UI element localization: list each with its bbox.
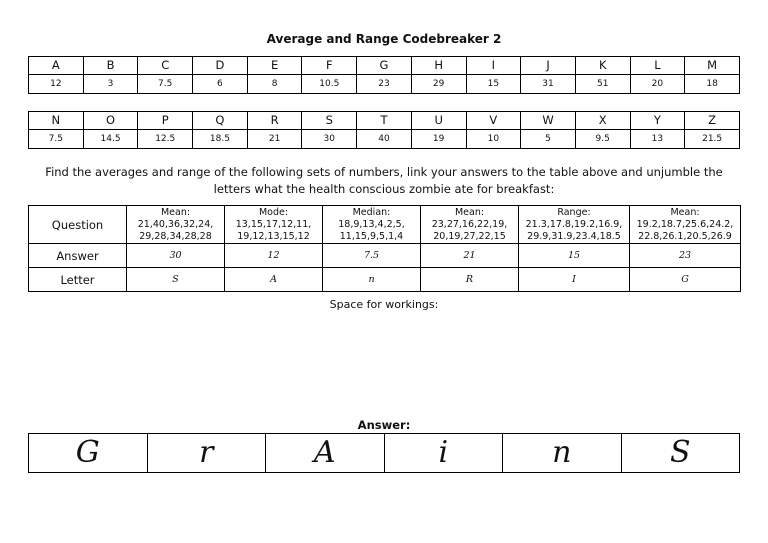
question-numbers: 21,40,36,32,24, [137, 218, 214, 230]
answer-cell[interactable]: 23 [630, 244, 741, 268]
answer-row [29, 244, 741, 268]
code-letter: X [575, 112, 630, 130]
answer-cell[interactable]: 7.5 [323, 244, 421, 268]
code-value: 20 [630, 75, 685, 94]
code-table-1-values [29, 75, 740, 94]
answer-table [28, 433, 740, 473]
question-type: Range: [557, 206, 591, 218]
code-letter: E [247, 57, 302, 75]
question-numbers: 29.9,31.9,23.4,18.5 [527, 230, 621, 242]
worksheet-title: Average and Range Codebreaker 2 [266, 32, 502, 46]
code-table-1 [28, 56, 740, 94]
question-type: Median: [352, 206, 391, 218]
workings-label: Space for workings: [329, 298, 439, 311]
code-letter: V [466, 112, 521, 130]
code-value: 23 [357, 75, 412, 94]
question-type: Mode: [258, 206, 289, 218]
code-value: 6 [193, 75, 248, 94]
code-letter: P [138, 112, 193, 130]
code-letter: M [685, 57, 740, 75]
question-numbers: 19.2,18.7,25.6,24.2, [636, 218, 734, 230]
letter-row [29, 268, 741, 292]
code-value: 21 [247, 130, 302, 149]
question-cell [323, 206, 421, 244]
letter-cell[interactable]: I [519, 268, 630, 292]
question-numbers: 11,15,9,5,1,4 [339, 230, 404, 242]
question-numbers: 29,28,34,28,28 [139, 230, 212, 242]
code-value: 10.5 [302, 75, 357, 94]
row-label-question: Question [29, 206, 127, 244]
code-letter: L [630, 57, 685, 75]
question-cell [127, 206, 225, 244]
code-value: 19 [411, 130, 466, 149]
question-numbers: 18,9,13,4,2,5, [338, 218, 405, 230]
question-cell [225, 206, 323, 244]
question-numbers: 21.3,17.8,19.2,16.9, [525, 218, 623, 230]
code-value: 3 [83, 75, 138, 94]
code-value: 13 [630, 130, 685, 149]
code-letter: A [29, 57, 84, 75]
code-letter: O [83, 112, 138, 130]
code-letter: Z [685, 112, 740, 130]
code-value: 12 [29, 75, 84, 94]
answer-letter-cell[interactable]: n [503, 434, 622, 473]
code-value: 31 [521, 75, 576, 94]
code-table-2-letters [29, 112, 740, 130]
code-letter: R [247, 112, 302, 130]
question-type: Mean: [454, 206, 485, 218]
code-value: 5 [521, 130, 576, 149]
code-value: 18.5 [193, 130, 248, 149]
answer-cell[interactable]: 21 [421, 244, 519, 268]
answer-letter-cell[interactable]: i [384, 434, 503, 473]
code-value: 30 [302, 130, 357, 149]
letter-cell[interactable]: G [630, 268, 741, 292]
code-value: 14.5 [83, 130, 138, 149]
answer-label: Answer: [357, 418, 411, 432]
code-letter: Q [193, 112, 248, 130]
answer-letter-cell[interactable]: A [266, 434, 385, 473]
code-letter: S [302, 112, 357, 130]
code-value: 8 [247, 75, 302, 94]
code-value: 21.5 [685, 130, 740, 149]
answer-cell[interactable]: 30 [127, 244, 225, 268]
question-cell [519, 206, 630, 244]
code-letter: W [521, 112, 576, 130]
question-cell [630, 206, 741, 244]
code-letter: T [357, 112, 412, 130]
code-value: 7.5 [138, 75, 193, 94]
question-cell [421, 206, 519, 244]
code-letter: U [411, 112, 466, 130]
code-letter: D [193, 57, 248, 75]
row-label-letter: Letter [29, 268, 127, 292]
answer-cell[interactable]: 12 [225, 244, 323, 268]
code-letter: Y [630, 112, 685, 130]
code-value: 7.5 [29, 130, 84, 149]
code-value: 51 [575, 75, 630, 94]
answer-cell[interactable]: 15 [519, 244, 630, 268]
question-numbers: 22.8,26.1,20.5,26.9 [638, 230, 732, 242]
code-letter: K [575, 57, 630, 75]
question-row [29, 206, 741, 244]
code-value: 12.5 [138, 130, 193, 149]
code-value: 10 [466, 130, 521, 149]
code-value: 15 [466, 75, 521, 94]
question-numbers: 19,12,13,15,12 [237, 230, 310, 242]
code-letter: I [466, 57, 521, 75]
letter-cell[interactable]: R [421, 268, 519, 292]
code-value: 18 [685, 75, 740, 94]
answer-letters-row [29, 434, 740, 473]
question-numbers: 20,19,27,22,15 [433, 230, 506, 242]
question-type: Mean: [160, 206, 191, 218]
code-letter: C [138, 57, 193, 75]
answer-letter-cell[interactable]: S [621, 434, 740, 473]
question-numbers: 23,27,16,22,19, [431, 218, 508, 230]
row-label-answer: Answer [29, 244, 127, 268]
code-value: 40 [357, 130, 412, 149]
code-table-2-values [29, 130, 740, 149]
answer-letter-cell[interactable]: r [147, 434, 266, 473]
answer-letter-cell[interactable]: G [29, 434, 148, 473]
question-table [28, 205, 741, 292]
code-letter: G [357, 57, 412, 75]
code-letter: B [83, 57, 138, 75]
code-letter: J [521, 57, 576, 75]
code-letter: H [411, 57, 466, 75]
question-type: Mean: [670, 206, 700, 218]
letter-cell[interactable]: A [225, 268, 323, 292]
instructions-text: Find the averages and range of the following sets of numbers, link your answers to the table above and unjumble the letters what the health conscious zombie ate for breakfast: [45, 165, 723, 196]
question-numbers: 13,15,17,12,11, [235, 218, 312, 230]
code-letter: F [302, 57, 357, 75]
code-table-2 [28, 111, 740, 149]
letter-cell[interactable]: n [323, 268, 421, 292]
code-value: 9.5 [575, 130, 630, 149]
letter-cell[interactable]: S [127, 268, 225, 292]
code-letter: N [29, 112, 84, 130]
code-value: 29 [411, 75, 466, 94]
code-table-1-letters [29, 57, 740, 75]
